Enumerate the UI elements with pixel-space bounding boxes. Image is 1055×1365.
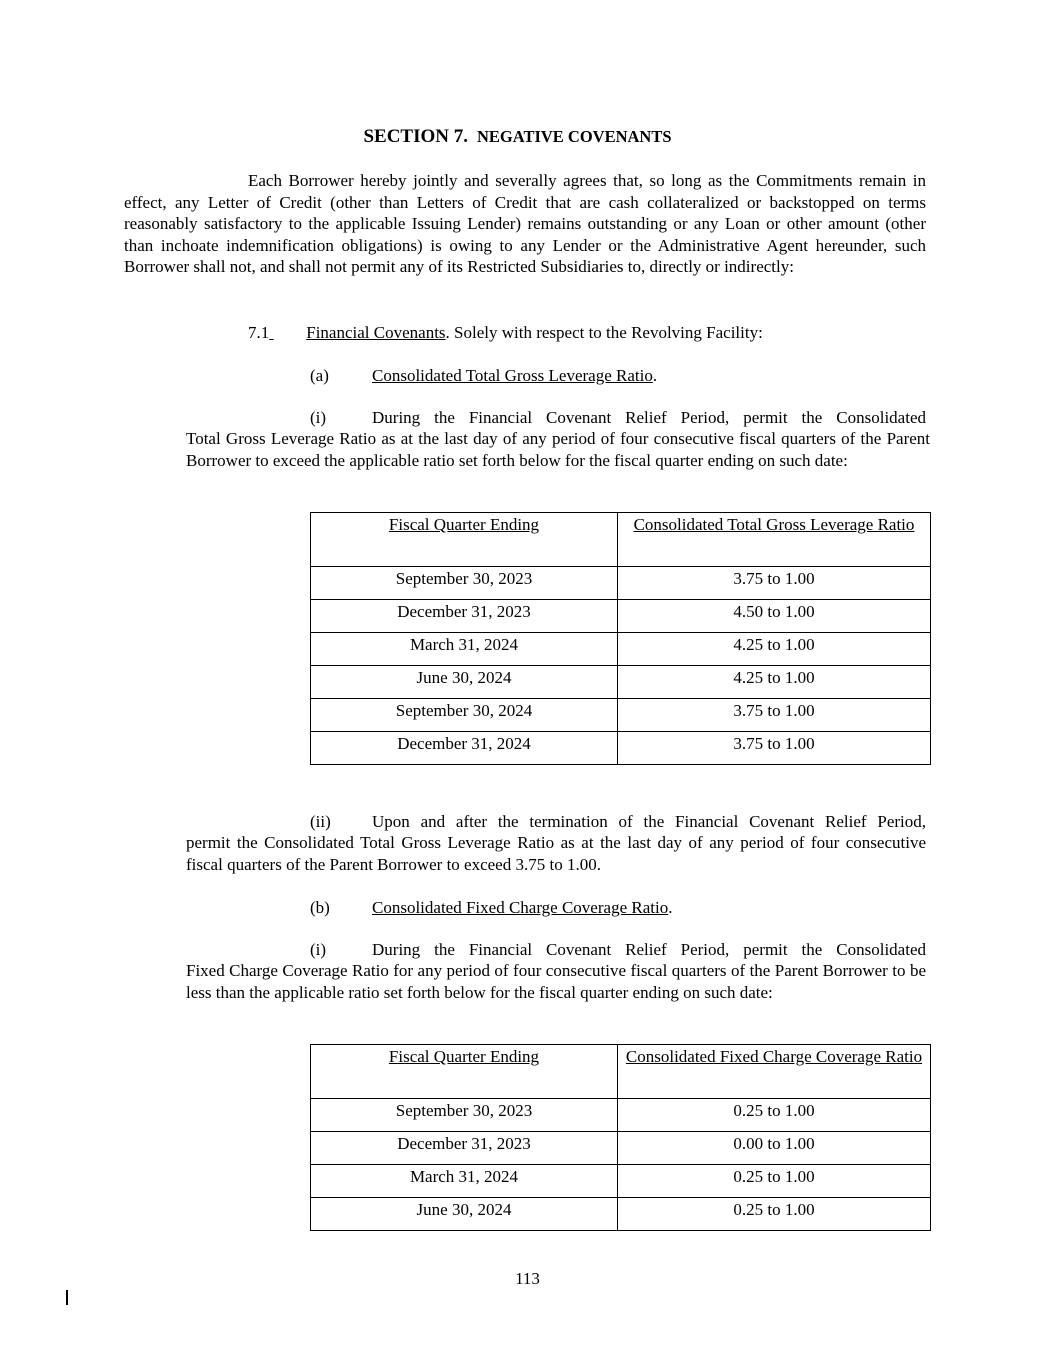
table-cell: 3.75 to 1.00 bbox=[618, 732, 931, 765]
table-cell: December 31, 2024 bbox=[311, 732, 618, 765]
table-cell: September 30, 2024 bbox=[311, 699, 618, 732]
table-cell: March 31, 2024 bbox=[311, 633, 618, 666]
clause-b-punct: . bbox=[668, 898, 673, 917]
clause-a-i-text-first: During the Financial Covenant Relief Period, permit the Consolidated bbox=[372, 408, 926, 427]
table-row bbox=[311, 600, 931, 633]
subsection-7-1 bbox=[248, 322, 763, 344]
clause-a-ii-first-line bbox=[310, 811, 926, 833]
table-cell: June 30, 2024 bbox=[311, 1198, 618, 1231]
subsection-number: 7.1 bbox=[248, 323, 270, 342]
table-cell: 4.50 to 1.00 bbox=[618, 600, 931, 633]
table-cell: December 31, 2023 bbox=[311, 1132, 618, 1165]
clause-b-i-first-line bbox=[310, 939, 926, 961]
page-number: 113 bbox=[515, 1269, 540, 1288]
section-title bbox=[0, 126, 1035, 148]
clause-a-i-first-line bbox=[310, 407, 926, 429]
table-header-cell: Fiscal Quarter Ending bbox=[311, 1045, 618, 1099]
table-row bbox=[311, 1165, 931, 1198]
table-row bbox=[311, 1099, 931, 1132]
table-cell: September 30, 2023 bbox=[311, 567, 618, 600]
subsection-text: . Solely with respect to the Revolving Facility: bbox=[445, 323, 763, 342]
revision-bar bbox=[66, 1290, 68, 1305]
table-row bbox=[311, 666, 931, 699]
table-cell: 4.25 to 1.00 bbox=[618, 633, 931, 666]
clause-a-heading bbox=[310, 365, 657, 387]
table-row bbox=[311, 567, 931, 600]
clause-a-ii-text: permit the Consolidated Total Gross Leverage Ratio as at the last day of any period of four consecutive fiscal quarters of the Parent Borrower to exceed 3.75 to 1.00. bbox=[186, 833, 926, 874]
clause-a-i-label: (i) bbox=[310, 408, 327, 427]
table-cell: 0.00 to 1.00 bbox=[618, 1132, 931, 1165]
clause-b-title: Consolidated Fixed Charge Coverage Ratio bbox=[372, 898, 669, 917]
table-cell: March 31, 2024 bbox=[311, 1165, 618, 1198]
table-row bbox=[311, 1132, 931, 1165]
table-row bbox=[311, 1198, 931, 1231]
clause-a-ii-text-first: Upon and after the termination of the Financial Covenant Relief Period, bbox=[372, 812, 926, 831]
table-header-row bbox=[311, 513, 931, 567]
table-header-row bbox=[311, 1045, 931, 1099]
clause-b-label: (b) bbox=[310, 898, 330, 917]
clause-b-heading bbox=[310, 897, 672, 919]
table-cell: 4.25 to 1.00 bbox=[618, 666, 931, 699]
table-cell: 0.25 to 1.00 bbox=[618, 1165, 931, 1198]
coverage-ratio-table bbox=[310, 1044, 931, 1231]
intro-paragraph: Each Borrower hereby jointly and severally agrees that, so long as the Commitments remain in effect, any Letter of Credit (other than Letters of Credit that are cash collateralized or backstopped on terms reasonably satisfactory to the applicable Issuing Lender) remains outstanding or any Loan or other amount (other than inchoate indemnification obligations) is owing to any Lender or the Administrative Agent hereunder, such Borrower shall not, and shall not permit any of its Restricted Subsidiaries to, directly or indirectly: bbox=[124, 171, 926, 277]
table-row bbox=[311, 633, 931, 666]
clause-a-title: Consolidated Total Gross Leverage Ratio bbox=[372, 366, 653, 385]
table-cell: 0.25 to 1.00 bbox=[618, 1099, 931, 1132]
clause-b-i-text: Fixed Charge Coverage Ratio for any period of four consecutive fiscal quarters of the Parent Borrower to be less than the applicable ratio set forth below for the fiscal quarter ending on such date: bbox=[186, 961, 926, 1002]
section-number: SECTION 7. bbox=[363, 126, 468, 147]
leverage-ratio-table bbox=[310, 512, 931, 765]
table-cell: September 30, 2023 bbox=[311, 1099, 618, 1132]
table-cell: December 31, 2023 bbox=[311, 600, 618, 633]
table-cell: 0.25 to 1.00 bbox=[618, 1198, 931, 1231]
clause-b-i-text-first: During the Financial Covenant Relief Period, permit the Consolidated bbox=[372, 940, 926, 959]
table-header-cell: Fiscal Quarter Ending bbox=[311, 513, 618, 567]
clause-a-i-text: Total Gross Leverage Ratio as at the last day of any period of four consecutive fiscal quarters of the Parent Borrower to exceed the applicable ratio set forth below for the fiscal quarter ending on such date: bbox=[186, 429, 930, 470]
table-header-cell: Consolidated Total Gross Leverage Ratio bbox=[618, 513, 931, 567]
clause-b-i-label: (i) bbox=[310, 940, 327, 959]
clause-a-ii-label: (ii) bbox=[310, 812, 331, 831]
subsection-title: Financial Covenants bbox=[306, 323, 446, 342]
section-heading: NEGATIVE COVENANTS bbox=[477, 127, 672, 146]
clause-a-punct: . bbox=[652, 366, 658, 385]
table-row bbox=[311, 699, 931, 732]
table-cell: 3.75 to 1.00 bbox=[618, 699, 931, 732]
clause-a-label: (a) bbox=[310, 366, 329, 385]
table-cell: 3.75 to 1.00 bbox=[618, 567, 931, 600]
table-header-cell: Consolidated Fixed Charge Coverage Ratio bbox=[618, 1045, 931, 1099]
table-row bbox=[311, 732, 931, 765]
table-cell: June 30, 2024 bbox=[311, 666, 618, 699]
